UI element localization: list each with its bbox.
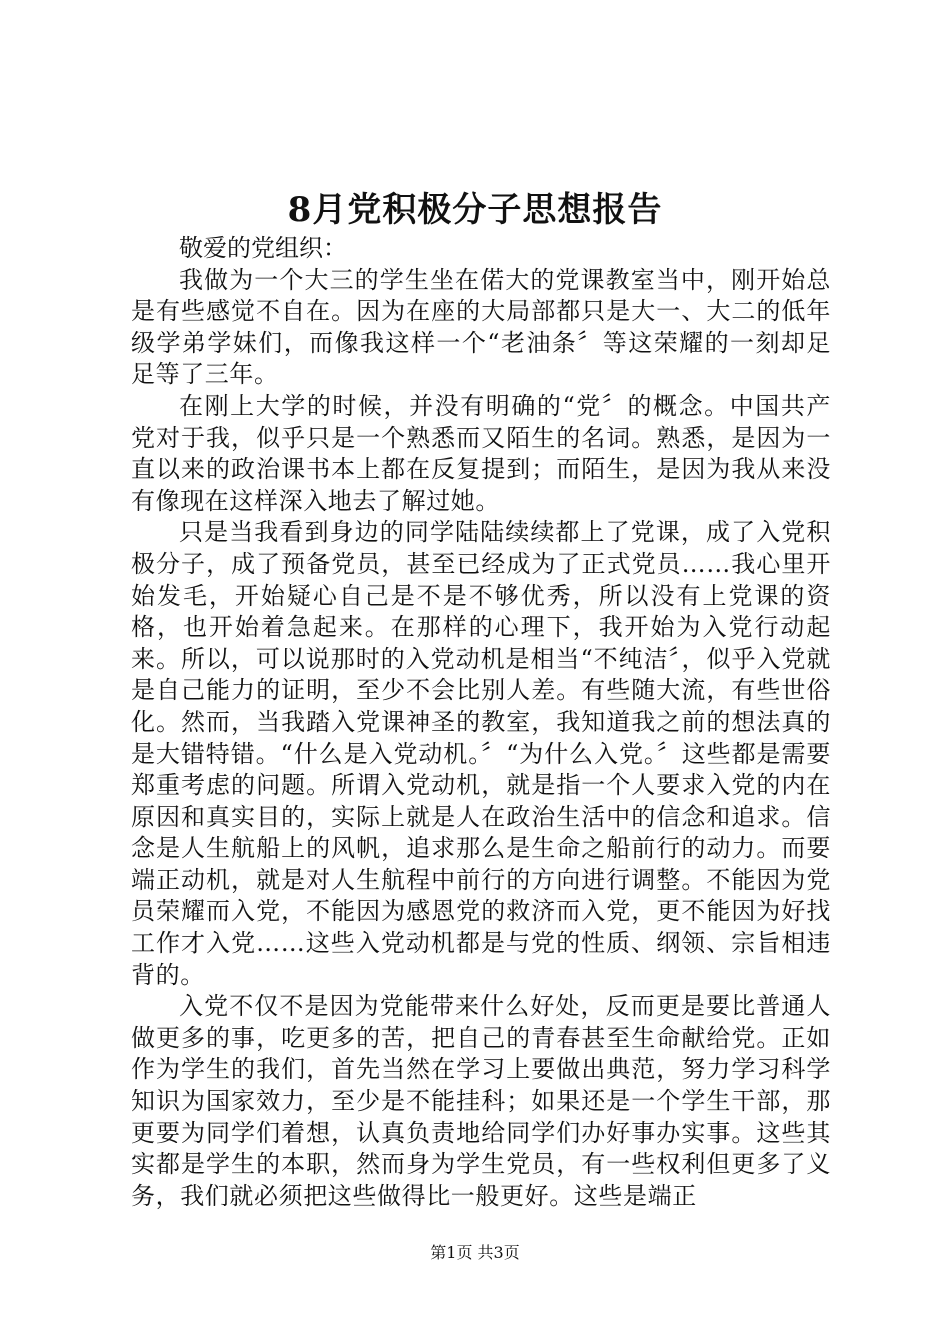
paragraph-1: 我做为一个大三的学生坐在偌大的党课教室当中，刚开始总是有些感觉不自在。因为在座的大局部都只是大一、大二的低年级学弟学妹们，而像我这样一个“老油条〞等这荣耀的一刻却足足等了三年。	[131, 265, 831, 389]
paragraph-4: 入党不仅不是因为党能带来什么好处，反而更是要比普通人做更多的事，吃更多的苦，把自己的青春甚至生命献给党。正如作为学生的我们，首先当然在学习上要做出典范，努力学习科学知识为国家效力，至少是不能挂科；如果还是一个学生干部，那更要为同学们着想，认真负责地给同学们办好事办实事。这些其实都是学生的本职，然而身为学生党员，有一些权利但更多了义务，我们就必须把这些做得比一般更好。这些是端正	[131, 992, 831, 1210]
paragraph-2: 在刚上大学的时候，并没有明确的“党〞的概念。中国共产党对于我，似乎只是一个熟悉而又陌生的名词。熟悉，是因为一直以来的政治课书本上都在反复提到；而陌生，是因为我从来没有像现在这样深入地去了解过她。	[131, 391, 831, 515]
document-body	[131, 233, 831, 1212]
paragraph-3: 只是当我看到身边的同学陆陆续续都上了党课，成了入党积极分子，成了预备党员，甚至已经成为了正式党员……我心里开始发毛，开始疑心自己是不是不够优秀，所以没有上党课的资格，也开始着急起来。在那样的心理下，我开始为入党行动起来。所以，可以说那时的入党动机是相当“不纯洁〞，似乎入党就是自己能力的证明，至少不会比别人差。有些随大流，有些世俗化。然而，当我踏入党课神圣的教室，我知道我之前的想法真的是大错特错。“什么是入党动机。〞“为什么入党。〞这些都是需要郑重考虑的问题。所谓入党动机，就是指一个人要求入党的内在原因和真实目的，实际上就是人在政治生活中的信念和追求。信念是人生航船上的风帆，追求那么是生命之船前行的动力。而要端正动机，就是对人生航程中前行的方向进行调整。不能因为党员荣耀而入党，不能因为感恩党的救济而入党，更不能因为好找工作才入党……这些入党动机都是与党的性质、纲领、宗旨相违背的。	[131, 518, 831, 989]
document-title: 8月党积极分子思想报告	[287, 190, 663, 230]
salutation: 敬爱的党组织：	[179, 234, 347, 262]
page-footer: 第1页 共3页	[430, 1243, 520, 1262]
